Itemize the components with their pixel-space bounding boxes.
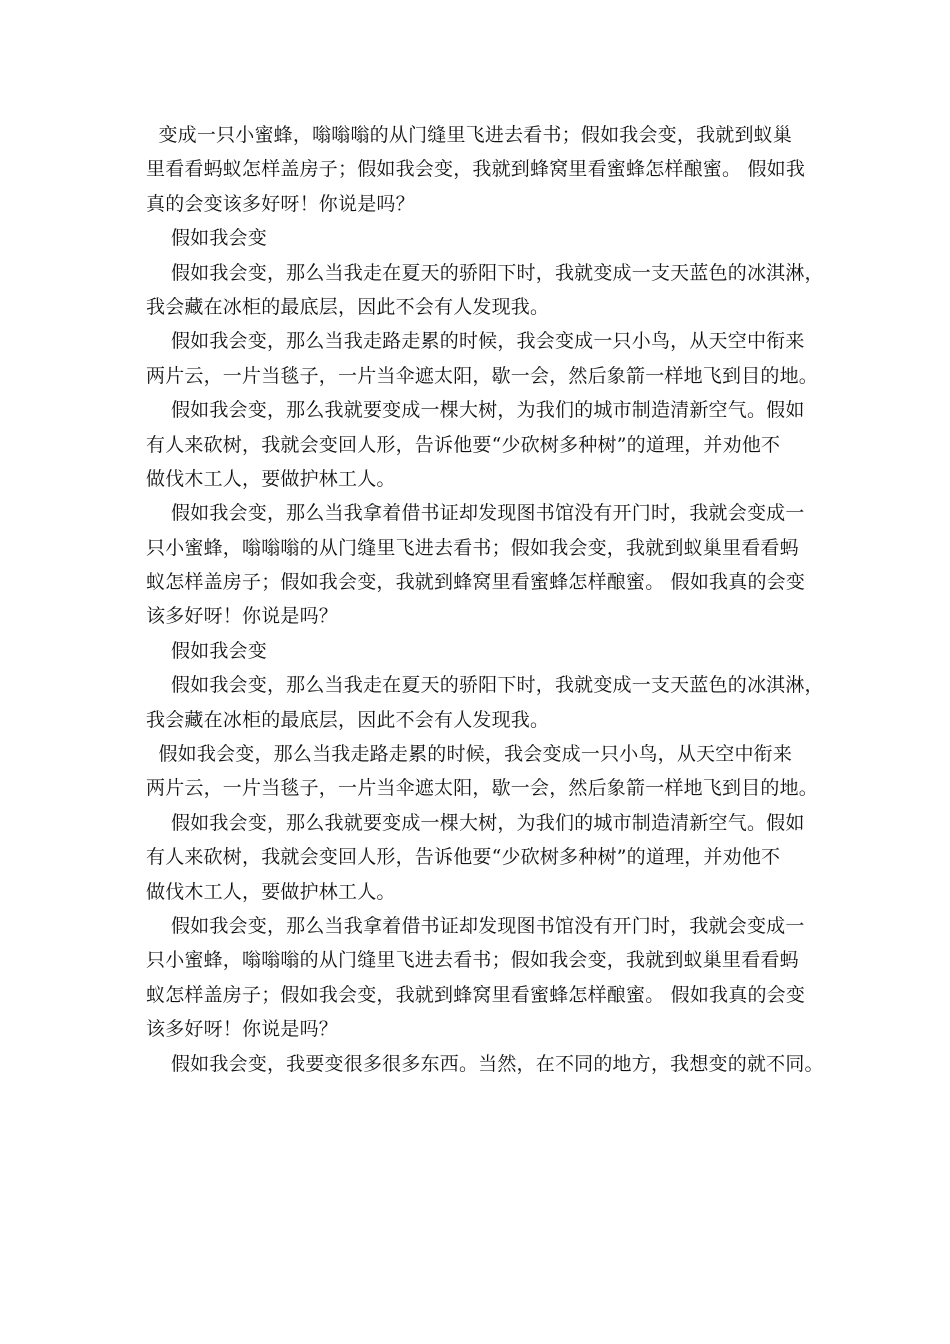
text-line: 只小蜜蜂，嗡嗡嗡的从门缝里飞进去看书；假如我会变，我就到蚁巢里看看蚂 bbox=[146, 536, 799, 559]
text-line: 假如我会变，那么当我走路走累的时候，我会变成一只小鸟，从天空中衔来 bbox=[146, 330, 805, 353]
essay-text bbox=[146, 118, 846, 1081]
text-line: 有人来砍树，我就会变回人形，告诉他要“少砍树多种树”的道理，并劝他不 bbox=[146, 433, 781, 456]
text-line: 做伐木工人，要做护林工人。 bbox=[146, 467, 396, 490]
text-line: 两片云，一片当毯子，一片当伞遮太阳，歇一会，然后象箭一样地飞到目的地。 bbox=[146, 777, 819, 800]
section-heading: 假如我会变 bbox=[146, 639, 267, 662]
text-line: 假如我会变，那么我就要变成一棵大树，为我们的城市制造清新空气。假如 bbox=[146, 811, 805, 834]
text-line: 假如我会变，那么当我走在夏天的骄阳下时，我就变成一支天蓝色的冰淇淋， bbox=[146, 261, 824, 284]
text-line: 假如我会变，那么当我走在夏天的骄阳下时，我就变成一支天蓝色的冰淇淋， bbox=[146, 674, 824, 697]
text-line: 假如我会变，那么当我拿着借书证却发现图书馆没有开门时，我就会变成一 bbox=[146, 502, 805, 525]
text-line: 假如我会变，那么当我拿着借书证却发现图书馆没有开门时，我就会变成一 bbox=[146, 914, 805, 937]
text-line: 假如我会变，我要变很多很多东西。当然，在不同的地方，我想变的就不同。 bbox=[146, 1052, 824, 1075]
text-line: 只小蜜蜂，嗡嗡嗡的从门缝里飞进去看书；假如我会变，我就到蚁巢里看看蚂 bbox=[146, 949, 799, 972]
text-line: 该多好呀！你说是吗？ bbox=[146, 605, 339, 628]
text-line: 假如我会变，那么我就要变成一棵大树，为我们的城市制造清新空气。假如 bbox=[146, 399, 805, 422]
text-line: 蚁怎样盖房子；假如我会变，我就到蜂窝里看蜜蜂怎样酿蜜。 假如我真的会变 bbox=[146, 571, 806, 594]
text-line: 两片云，一片当毯子，一片当伞遮太阳，歇一会，然后象箭一样地飞到目的地。 bbox=[146, 364, 819, 387]
text-line: 真的会变该多好呀！你说是吗？ bbox=[146, 192, 415, 215]
section-heading: 假如我会变 bbox=[146, 227, 267, 250]
text-line: 做伐木工人，要做护林工人。 bbox=[146, 880, 396, 903]
text-line: 我会藏在冰柜的最底层，因此不会有人发现我。 bbox=[146, 708, 550, 731]
text-line: 假如我会变，那么当我走路走累的时候，我会变成一只小鸟，从天空中衔来 bbox=[146, 743, 793, 766]
text-line: 我会藏在冰柜的最底层，因此不会有人发现我。 bbox=[146, 295, 550, 318]
text-line: 里看看蚂蚁怎样盖房子；假如我会变，我就到蜂窝里看蜜蜂怎样酿蜜。 假如我 bbox=[146, 158, 806, 181]
text-line: 该多好呀！你说是吗？ bbox=[146, 1018, 339, 1041]
text-line: 变成一只小蜜蜂，嗡嗡嗡的从门缝里飞进去看书；假如我会变，我就到蚁巢 bbox=[146, 124, 793, 146]
text-line: 蚁怎样盖房子；假如我会变，我就到蜂窝里看蜜蜂怎样酿蜜。 假如我真的会变 bbox=[146, 983, 806, 1006]
text-line: 有人来砍树，我就会变回人形，告诉他要“少砍树多种树”的道理，并劝他不 bbox=[146, 846, 781, 869]
